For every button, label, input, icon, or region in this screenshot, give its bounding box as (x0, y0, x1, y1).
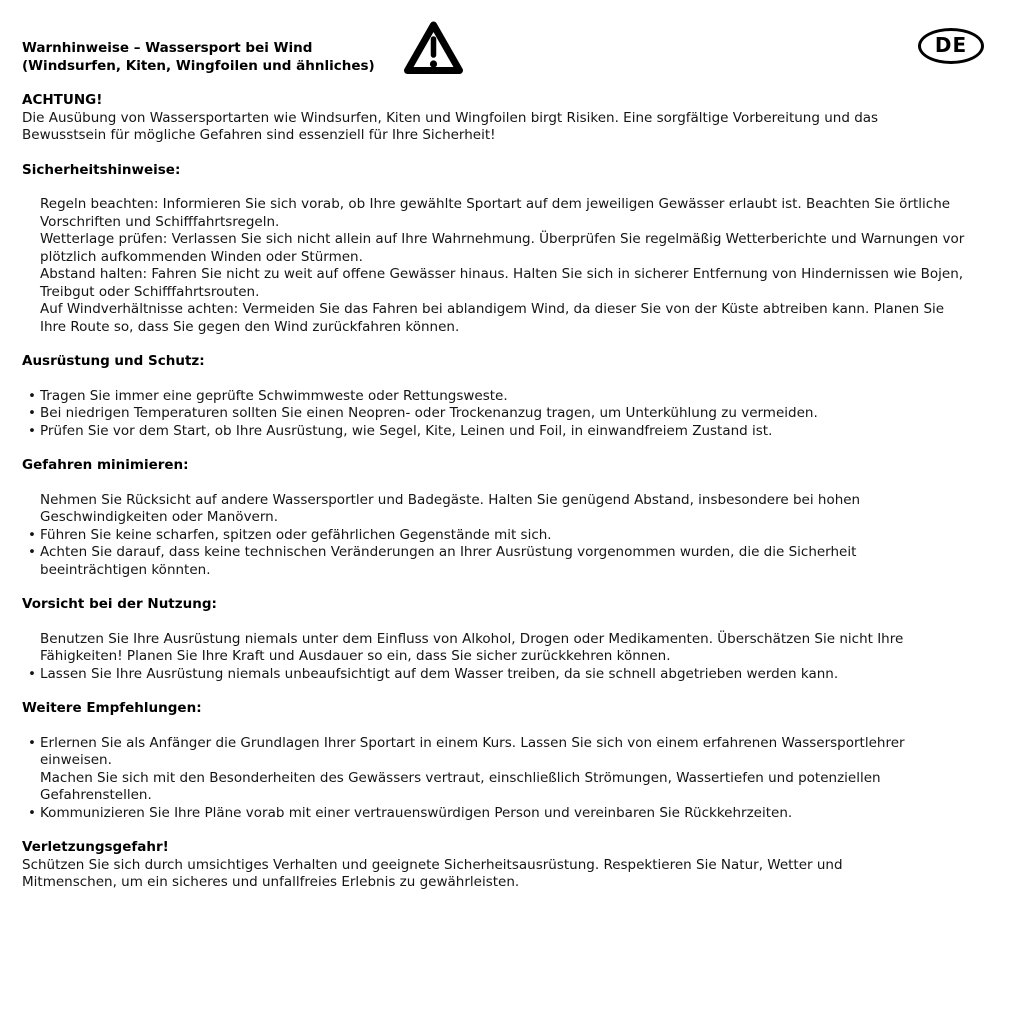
list-item (22, 666, 965, 684)
list-item-text: Lassen Sie Ihre Ausrüstung niemals unbeaufsichtigt auf dem Wasser treiben, da sie schnell abgetrieben werden kann. (40, 665, 839, 682)
page-title (22, 40, 1020, 75)
list-item (22, 231, 965, 266)
list-item (22, 388, 965, 406)
bullet-marker: • (28, 665, 36, 682)
section-heading: Ausrüstung und Schutz: (22, 353, 205, 369)
list-item (22, 527, 965, 545)
bullet-marker: • (28, 734, 36, 751)
section-weitere-empfehlungen (22, 700, 1020, 822)
list-item-text: Achten Sie darauf, dass keine technischen Veränderungen an Ihrer Ausrüstung vorgenommen wurden, die die Sicherheit beeinträchtigen könnten. (40, 544, 857, 578)
bullet-marker: • (28, 422, 36, 439)
list-item (22, 266, 965, 301)
section-sicherheitshinweise (22, 162, 1020, 337)
list-item-text: Führen Sie keine scharfen, spitzen oder gefährlichen Gegenstände mit sich. (40, 526, 552, 543)
bullet-marker: • (28, 526, 36, 543)
bullet-marker: • (28, 804, 36, 821)
list-item-text: Kommunizieren Sie Ihre Pläne vorab mit einer vertrauenswürdigen Person und vereinbaren Sie Rückkehrzeiten. (40, 804, 793, 821)
section-heading: Verletzungsgefahr! (22, 839, 169, 855)
list-item-text: Regeln beachten: Informieren Sie sich vorab, ob Ihre gewählte Sportart auf dem jeweiligen Gewässer erlaubt ist. Beachten Sie örtliche Vorschriften und Schifffahrtsregeln. (40, 196, 951, 230)
list-item-text: Wetterlage prüfen: Verlassen Sie sich nicht allein auf Ihre Wahrnehmung. Überprüfen Sie regelmäßig Wetterberichte und Warnungen vor plötzlich aufkommenden Winden oder Stürmen. (40, 231, 965, 265)
paragraph: Die Ausübung von Wassersportarten wie Windsurfen, Kiten und Wingfoilen birgt Risiken. Eine sorgfältige Vorbereitung und das Bewusstsein für mögliche Gefahren sind essenziell für Ihre Sicherheit! (22, 109, 879, 143)
list-item (22, 770, 965, 805)
section-verletzungsgefahr (22, 839, 1020, 892)
warning-triangle-icon (403, 20, 464, 78)
list-item (22, 423, 965, 441)
document-header (22, 33, 1020, 75)
list-item-text: Prüfen Sie vor dem Start, ob Ihre Ausrüstung, wie Segel, Kite, Leinen und Foil, in einwandfreiem Zustand ist. (40, 422, 773, 439)
list-item-text: Benutzen Sie Ihre Ausrüstung niemals unter dem Einfluss von Alkohol, Drogen oder Medikamenten. Überschätzen Sie nicht Ihre Fähigkeiten! Planen Sie Ihre Kraft und Ausdauer so ein, dass Sie sicher zurückkehren können. (40, 630, 904, 664)
list-item-text: Abstand halten: Fahren Sie nicht zu weit auf offene Gewässer hinaus. Halten Sie sich in sicherer Entfernung von Hindernissen wie Bojen, Treibgut oder Schifffahrtsrouten. (40, 266, 964, 300)
section-heading: Vorsicht bei der Nutzung: (22, 596, 217, 612)
list-item-text: Auf Windverhältnisse achten: Vermeiden Sie das Fahren bei ablandigem Wind, da dieser Sie von der Küste abtreiben kann. Planen Sie Ihre Route so, dass Sie gegen den Wind zurückfahren können. (40, 301, 945, 335)
list-item (22, 492, 965, 527)
item-list (22, 196, 965, 336)
section-vorsicht-bei-der-nutzung (22, 596, 1020, 683)
list-item (22, 196, 965, 231)
item-list (22, 631, 965, 684)
bullet-marker: • (28, 544, 36, 560)
list-item-text: Machen Sie sich mit den Besonderheiten des Gewässers vertraut, einschließlich Strömungen, Wassertiefen und potenziellen Gefahrenstellen. (40, 769, 881, 803)
document-body (22, 92, 1020, 892)
list-item-text: Erlernen Sie als Anfänger die Grundlagen Ihrer Sportart in einem Kurs. Lassen Sie sich von einem erfahrenen Wassersportlehrer einweisen. (40, 734, 905, 768)
section-heading: ACHTUNG! (22, 92, 103, 108)
list-item (22, 301, 965, 336)
title-line-1: Warnhinweise – Wassersport bei Wind (22, 40, 313, 56)
bullet-marker: • (28, 387, 36, 404)
section-heading: Gefahren minimieren: (22, 457, 189, 473)
language-badge-label: DE (934, 33, 968, 58)
section-ausr-stung-und-schutz (22, 353, 1020, 440)
list-item-text: Tragen Sie immer eine geprüfte Schwimmweste oder Rettungsweste. (40, 387, 508, 404)
section-achtung (22, 92, 1020, 145)
paragraph: Schützen Sie sich durch umsichtiges Verhalten und geeignete Sicherheitsausrüstung. Respektieren Sie Natur, Wetter und Mitmenschen, um ein sicheres und unfallfreies Erlebnis zu gewährleisten. (22, 856, 843, 890)
section-heading: Sicherheitshinweise: (22, 161, 181, 178)
title-line-2: (Windsurfen, Kiten, Wingfoilen und ähnliches) (22, 57, 375, 74)
list-item (22, 805, 965, 823)
list-item-text: Nehmen Sie Rücksicht auf andere Wassersportler und Badegäste. Halten Sie genügend Abstand, insbesondere bei hohen Geschwindigkeiten oder Manövern. (40, 491, 861, 525)
item-list (22, 492, 965, 580)
item-list (22, 735, 965, 823)
language-badge (918, 28, 984, 64)
list-item-text: Bei niedrigen Temperaturen sollten Sie einen Neopren- oder Trockenanzug tragen, um Unterkühlung zu vermeiden. (40, 405, 818, 421)
list-item (22, 544, 965, 579)
bullet-marker: • (28, 405, 36, 421)
list-item (22, 405, 965, 423)
item-list (22, 388, 965, 441)
list-item (22, 631, 965, 666)
section-gefahren-minimieren (22, 457, 1020, 579)
list-item (22, 735, 965, 770)
section-heading: Weitere Empfehlungen: (22, 700, 202, 716)
